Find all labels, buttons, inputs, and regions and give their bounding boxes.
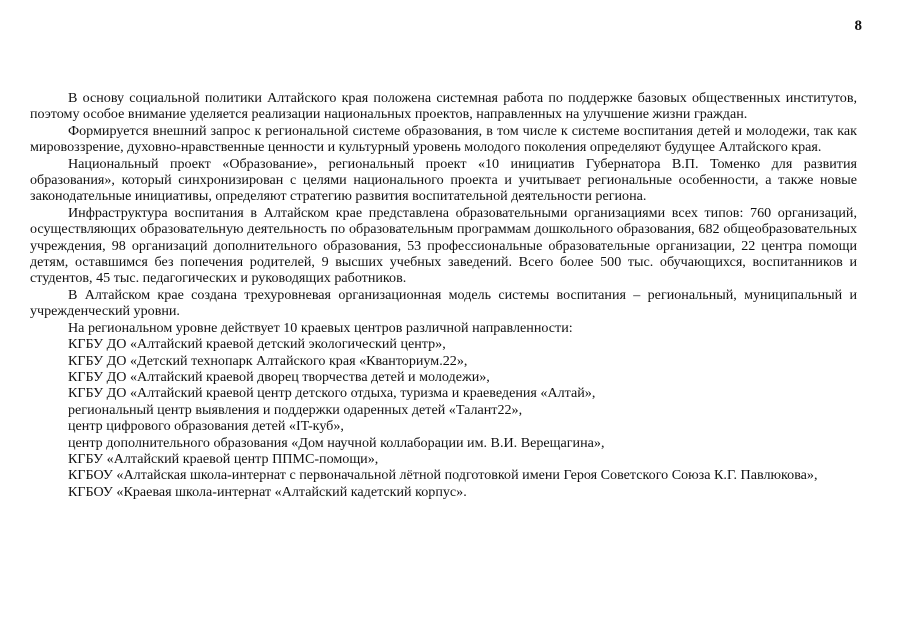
paragraph-three-level-model: В Алтайском крае создана трехуровневая организационная модель системы воспитания – региональный, муниципальный и учрежденческий уровни. <box>30 286 857 320</box>
document-body <box>30 90 857 500</box>
list-item: КГБОУ «Краевая школа-интернат «Алтайский кадетский корпус». <box>68 483 467 500</box>
list-item: КГБУ ДО «Алтайский краевой дворец творчества детей и молодежи», <box>68 368 490 385</box>
list-item: центр дополнительного образования «Дом научной коллаборации им. В.И. Верещагина», <box>68 434 605 451</box>
paragraph-national-project: Национальный проект «Образование», региональный проект «10 инициатив Губернатора В.П. Томенко для развития образования», который синхронизирован с целями национального проекта и учитывает региональные особенности, а также новые законодательные инициативы, определяют стратегию развития воспитательной деятельности региона. <box>30 155 857 205</box>
paragraph-social-policy: В основу социальной политики Алтайского края положена системная работа по поддержке базовых общественных институтов, поэтому особое внимание уделяется реализации национальных проектов, направленных на улучшение жизни граждан. <box>30 90 857 123</box>
paragraph-regional-centers-intro: На региональном уровне действует 10 краевых центров различной направленности: <box>68 319 573 336</box>
regional-centers-list <box>30 336 857 500</box>
list-item: КГБУ ДО «Алтайский краевой центр детского отдыха, туризма и краеведения «Алтай», <box>68 385 596 402</box>
list-item: КГБУ ДО «Детский технопарк Алтайского края «Кванториум.22», <box>68 352 468 369</box>
list-item: региональный центр выявления и поддержки одаренных детей «Талант22», <box>68 401 523 418</box>
list-item: центр цифрового образования детей «IT-куб», <box>68 418 344 435</box>
list-item: КГБОУ «Алтайская школа-интернат с первоначальной лётной подготовкой имени Героя Советского Союза К.Г. Павлюкова», <box>68 467 818 484</box>
paragraph-infrastructure: Инфраструктура воспитания в Алтайском крае представлена образовательными организациями всех типов: 760 организаций, осуществляющих образовательную деятельность по образовательным программам дошкольного образования, 682 общеобразовательных учреждения, 98 организаций дополнительного образования, 53 профессиональные образовательные организации, 22 центра помощи детям, оставшимся без попечения родителей, 9 высших учебных заведений. Всего более 500 тыс. обучающихся, воспитанников и студентов, 45 тыс. педагогических и руководящих работников. <box>30 204 857 287</box>
list-item: КГБУ ДО «Алтайский краевой детский экологический центр», <box>68 336 446 353</box>
paragraph-external-request: Формируется внешний запрос к региональной системе образования, в том числе к системе воспитания детей и молодежи, так как мировоззрение, духовно-нравственные ценности и культурный уровень молодого поколения определяют будущее Алтайского края. <box>30 122 857 156</box>
list-item: КГБУ «Алтайский краевой центр ППМС-помощи», <box>68 450 379 467</box>
page-number: 8 <box>854 18 862 34</box>
